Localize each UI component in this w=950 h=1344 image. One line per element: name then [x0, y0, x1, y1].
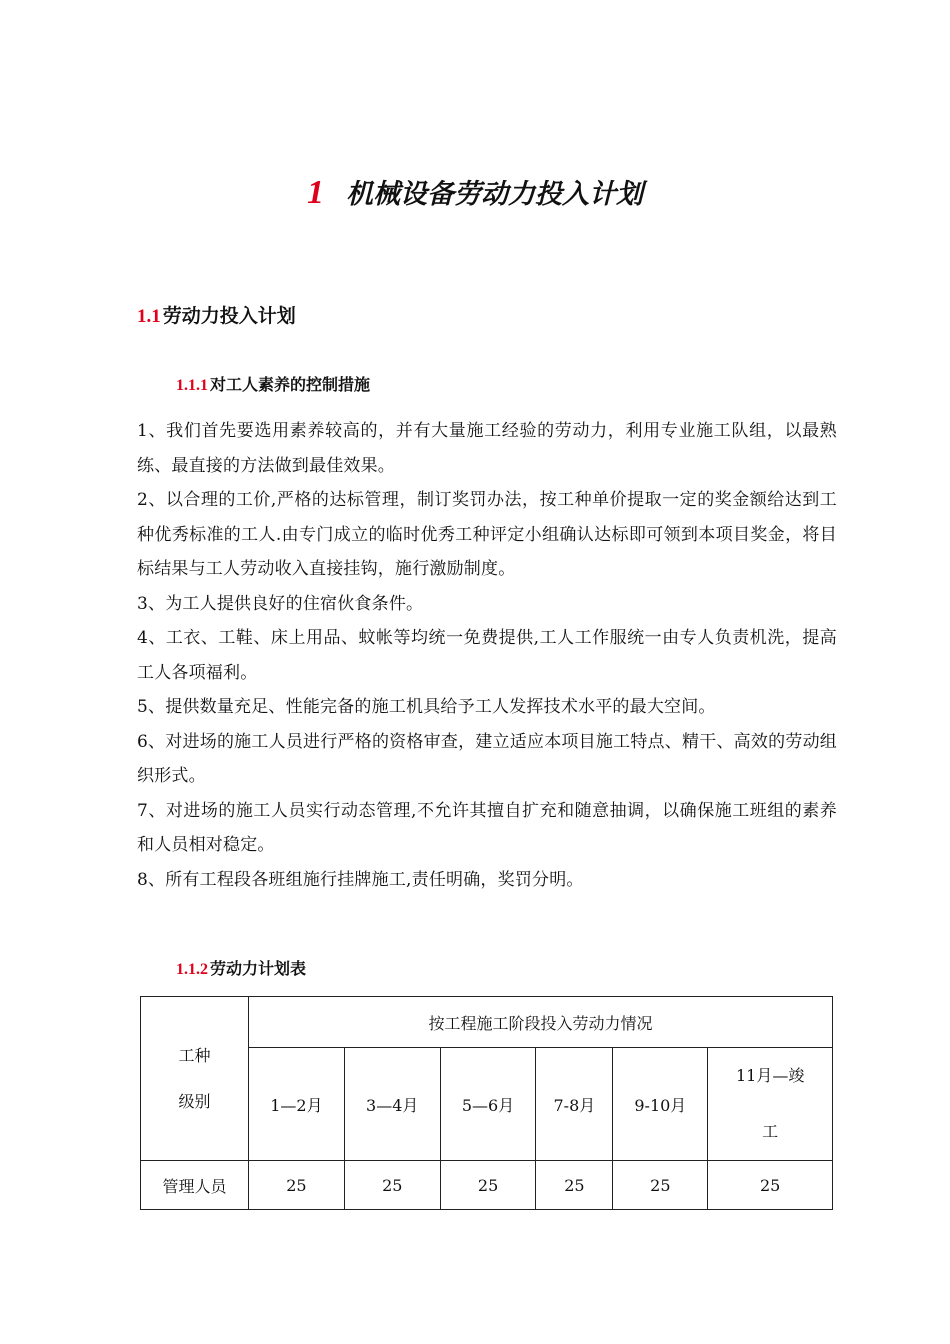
- group-header-cell: 按工程施工阶段投入劳动力情况: [249, 997, 833, 1048]
- subsection-number-2: 1.1.2: [176, 961, 208, 978]
- period-header: 5—6月: [440, 1048, 536, 1161]
- table-cell: 25: [536, 1161, 613, 1210]
- subsection-number-1: 1.1.1: [176, 377, 208, 394]
- period-header: 7-8月: [536, 1048, 613, 1161]
- table-row: [141, 1161, 833, 1210]
- table-cell: 25: [440, 1161, 536, 1210]
- table-cell: 25: [344, 1161, 440, 1210]
- table-cell: 25: [708, 1161, 833, 1210]
- paragraph: 6、对进场的施工人员进行严格的资格审查，建立适应本项目施工特点、精干、高效的劳动组织形式。: [137, 731, 837, 786]
- paragraph: 7、对进场的施工人员实行动态管理,不允许其擅自扩充和随意抽调，以确保施工班组的素养和人员相对稳定。: [137, 800, 837, 855]
- type-header-line1: 工种: [178, 1045, 211, 1065]
- measures-list: [137, 414, 837, 897]
- paragraph: 2、以合理的工价,严格的达标管理，制订奖罚办法，按工种单价提取一定的奖金额给达到工种优秀标准的工人.由专门成立的临时优秀工种评定小组确认达标即可领到本项目奖金，将目标结果与工人劳动收入直接挂钩，施行激励制度。: [137, 490, 837, 579]
- period-header-last: [708, 1048, 833, 1161]
- table-cell: 25: [613, 1161, 708, 1210]
- table-header-row: [141, 997, 833, 1048]
- subsection-title-1: 对工人素养的控制措施: [210, 375, 371, 394]
- period-header: 3—4月: [344, 1048, 440, 1161]
- table-cell: 25: [249, 1161, 345, 1210]
- paragraph: 8、所有工程段各班组施行挂牌施工,责任明确，奖罚分明。: [137, 869, 584, 890]
- section-number: 1.1: [137, 306, 161, 327]
- subsection-title-2: 劳动力计划表: [210, 959, 307, 978]
- paragraph: 5、提供数量充足、性能完备的施工机具给予工人发挥技术水平的最大空间。: [137, 697, 716, 717]
- section-heading: [137, 301, 296, 328]
- subsection-heading-2: [176, 956, 306, 979]
- type-header-cell: [141, 997, 249, 1161]
- section-title: 劳动力投入计划: [162, 305, 296, 327]
- period-header: 9-10月: [613, 1048, 708, 1161]
- chapter-title: [0, 172, 950, 212]
- last-period-line2: 工: [762, 1122, 779, 1141]
- paragraph: 4、工衣、工鞋、床上用品、蚊帐等均统一免费提供,工人工作服统一由专人负责机洗，提高工人各项福利。: [137, 628, 837, 683]
- paragraph: 1、我们首先要选用素养较高的，并有大量施工经验的劳动力，利用专业施工队组，以最熟练、最直接的方法做到最佳效果。: [137, 421, 837, 476]
- chapter-title-text: 机械设备劳动力投入计划: [346, 179, 643, 210]
- labor-plan-table: [140, 996, 833, 1210]
- chapter-number: 1: [307, 174, 324, 211]
- type-header-line2: 级别: [178, 1091, 211, 1111]
- period-header: 1—2月: [249, 1048, 345, 1161]
- subsection-heading-1: [176, 372, 370, 395]
- row-type-cell: 管理人员: [141, 1161, 249, 1210]
- paragraph: 3、为工人提供良好的住宿伙食条件。: [137, 593, 424, 614]
- last-period-line1: 11月—竣: [736, 1066, 805, 1085]
